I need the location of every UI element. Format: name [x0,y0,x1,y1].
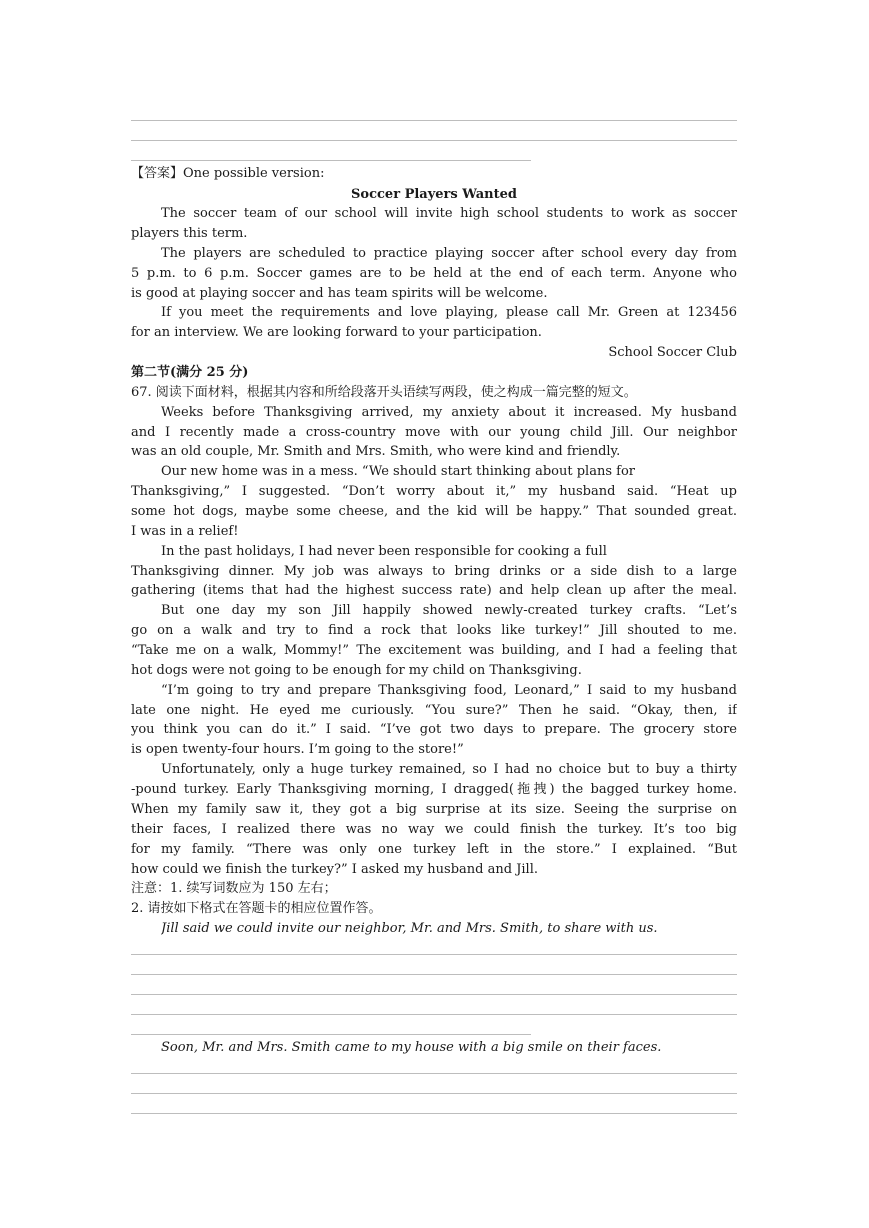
passage-line: “I’m going to try and prepare Thanksgiving food, Leonard,” I said to my husband [161,683,737,698]
essay-line: players this term. [131,226,248,241]
answer-line [131,1073,737,1074]
passage-line: some hot dogs, maybe some cheese, and the kid will be happy.” That sounded great. [131,504,737,519]
passage-line: Our new home was in a mess. “We should start thinking about plans for [161,464,635,479]
passage-line: hot dogs were not going to be enough for my child on Thanksgiving. [131,663,582,678]
note-line: 2. 请按如下格式在答题卡的相应位置作答。 [131,901,382,916]
essay-line: is good at playing soccer and has team spirits will be welcome. [131,286,548,301]
passage-line: Unfortunately, only a huge turkey remained, so I had no choice but to buy a thirty [161,762,737,777]
answer-line [131,954,737,955]
passage-line: In the past holidays, I had never been responsible for cooking a full [161,544,607,559]
essay-line: 5 p.m. to 6 p.m. Soccer games are to be held at the end of each term. Anyone who [131,266,737,281]
passage-line: Thanksgiving,” I suggested. “Don’t worry about it,” my husband said. “Heat up [131,484,737,499]
answer-line [131,1113,737,1114]
answer-line [131,1014,737,1015]
passage-line: “Take me on a walk, Mommy!” The excitement was building, and I had a feeling that [131,643,737,658]
essay-line: The players are scheduled to practice playing soccer after school every day from [161,246,737,261]
essay-line: If you meet the requirements and love playing, please call Mr. Green at 123456 [161,305,737,320]
answer-line [131,140,737,141]
passage-line: go on a walk and try to find a rock that looks like turkey!” Jill shouted to me. [131,623,737,638]
answer-line [131,160,531,161]
answer-line [131,120,737,121]
passage-line: Thanksgiving dinner. My job was always to bring drinks or a side dish to a large [131,564,737,579]
passage-line: When my family saw it, they got a big surprise at its size. Seeing the surprise on [131,802,737,817]
passage-line: is open twenty-four hours. I’m going to the store!” [131,742,464,757]
passage-line: their faces, I realized there was no way we could finish the turkey. It’s too big [131,822,737,837]
passage-line: But one day my son Jill happily showed newly-created turkey crafts. “Let’s [161,603,737,618]
essay-line: The soccer team of our school will invite high school students to work as soccer [161,206,737,221]
passage-line: gathering (items that had the highest success rate) and help clean up after the meal. [131,583,737,598]
section-heading: 第二节(满分 25 分) [131,365,249,380]
answer-line [131,994,737,995]
passage-line: Weeks before Thanksgiving arrived, my anxiety about it increased. My husband [161,405,737,420]
continuation-prompt-1: Jill said we could invite our neighbor, Mr. and Mrs. Smith, to share with us. [161,921,658,936]
essay-title: Soccer Players Wanted [351,187,517,202]
answer-label: 【答案】One possible version: [131,166,325,181]
answer-line [131,1093,737,1094]
answer-line [131,974,737,975]
passage-line: how could we finish the turkey?” I asked my husband and Jill. [131,862,539,877]
essay-line: for an interview. We are looking forward to your participation. [131,325,542,340]
essay-signature: School Soccer Club [608,345,737,360]
passage-line: was an old couple, Mr. Smith and Mrs. Smith, who were kind and friendly. [131,444,621,459]
passage-line: for my family. “There was only one turkey left in the store.” I explained. “But [131,842,737,857]
passage-line: late one night. He eyed me curiously. “You sure?” Then he said. “Okay, then, if [131,703,737,718]
passage-line: you think you can do it.” I said. “I’ve got two days to prepare. The grocery store [131,722,737,737]
task-instruction: 67. 阅读下面材料，根据其内容和所给段落开头语续写两段，使之构成一篇完整的短文。 [131,385,637,400]
passage-line: and I recently made a cross-country move with our young child Jill. Our neighbor [131,425,737,440]
note-line: 注意：1. 续写词数应为 150 左右； [131,881,337,896]
answer-line [131,1034,531,1035]
passage-line: I was in a relief! [131,524,239,539]
continuation-prompt-2: Soon, Mr. and Mrs. Smith came to my house with a big smile on their faces. [161,1040,662,1055]
passage-line: -pound turkey. Early Thanksgiving morning, I dragged(拖拽) the bagged turkey home. [131,782,737,797]
